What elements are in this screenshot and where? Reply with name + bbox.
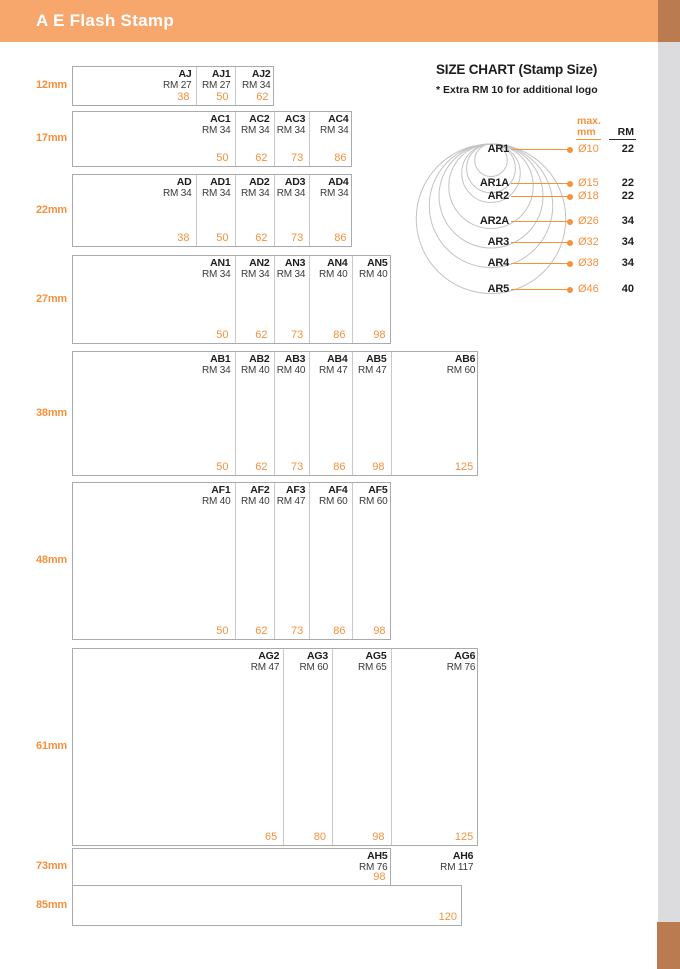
stamp-column: [236, 67, 275, 105]
stamp-width-label: 50: [216, 232, 229, 244]
stamp-width-label: 98: [372, 461, 385, 473]
stamp-column: [73, 256, 236, 343]
stamp-column: [310, 256, 352, 343]
leader-line: [511, 289, 568, 290]
stamp-model-price: RM 27: [202, 80, 231, 91]
page-title: A E Flash Stamp: [36, 11, 175, 30]
stamp-column: [275, 175, 311, 246]
stamp-model-price: RM 65: [358, 662, 387, 673]
stamp-model-price: RM 76: [446, 662, 476, 673]
stamp-width-label: 86: [334, 152, 347, 164]
size-chart-entry: [440, 236, 640, 250]
size-chart-entry: [440, 257, 640, 271]
stamp-width-label: 62: [256, 91, 269, 103]
stamp-column: [275, 352, 311, 475]
entry-code-label: AR2A: [479, 214, 509, 227]
stamp-model-code: AC4: [328, 113, 349, 125]
stamp-model-header: [300, 651, 328, 673]
stamp-width-label: 86: [333, 625, 346, 637]
stamp-model-price: RM 34: [202, 365, 231, 376]
stamp-model-price: RM 34: [276, 188, 306, 199]
stamp-model-header: [251, 651, 279, 673]
entry-code-label: AR5: [487, 282, 509, 295]
entry-code-label: AR1: [487, 143, 509, 155]
stamp-model-price: RM 40: [359, 269, 388, 280]
row-size-label: 61mm: [36, 740, 67, 752]
stamp-model-header: [447, 651, 475, 673]
row-size-label: 73mm: [36, 860, 67, 872]
entry-price-rm: 40: [621, 282, 634, 295]
stamp-model-code: AG6: [454, 650, 476, 662]
stamp-model-price: RM 34: [241, 125, 270, 136]
stamp-width-label: 50: [216, 329, 229, 341]
stamp-model-code: AB6: [454, 353, 476, 365]
stamp-column: [275, 483, 311, 639]
stamp-row-box: [72, 351, 478, 476]
entry-code-label: AR2: [487, 189, 509, 202]
corner-block-bottom-icon: [657, 922, 680, 969]
stamp-width-label: 62: [255, 152, 268, 164]
stamp-column: [197, 67, 236, 105]
entry-diameter: Ø10: [578, 143, 599, 155]
stamp-model-price: RM 34: [241, 269, 270, 280]
stamp-column: [73, 649, 284, 845]
stamp-column: [353, 256, 392, 343]
leader-dot-icon: [567, 240, 573, 246]
stamp-column: [73, 483, 236, 639]
stamp-model-header: [241, 114, 269, 136]
leader-dot-icon: [567, 194, 573, 200]
stamp-model-header: [202, 485, 230, 507]
entry-diameter: Ø26: [578, 214, 599, 227]
stamp-column: [392, 649, 480, 845]
stamp-model-price: RM 34: [202, 269, 231, 280]
stamp-model-code: AG3: [307, 650, 328, 662]
stamp-model-header: [320, 177, 348, 199]
entry-code-label: AR4: [487, 256, 509, 269]
leader-line: [511, 263, 568, 264]
stamp-row-box: [72, 66, 274, 106]
stamp-model-code: AG5: [365, 650, 387, 662]
stamp-width-label: 62: [255, 461, 268, 473]
stamp-model-price: RM 34: [276, 125, 306, 136]
stamp-model-code: AC2: [249, 113, 270, 125]
stamp-model-header: [202, 258, 230, 280]
mm-label: mm: [577, 126, 596, 138]
row-size-label: 22mm: [36, 203, 67, 216]
stamp-width-label: 80: [313, 831, 326, 843]
stamp-column: [275, 112, 311, 166]
stamp-model-header: [202, 354, 230, 376]
rm-column-header: RM: [617, 126, 634, 138]
entry-price-rm: 34: [621, 256, 634, 269]
stamp-model-price: RM 34: [202, 188, 231, 199]
stamp-model-code: AF4: [328, 484, 348, 496]
stamp-model-code: AN5: [367, 257, 388, 269]
entry-diameter: Ø32: [578, 235, 599, 248]
corner-block-top-icon: [658, 0, 680, 42]
stamp-model-price: RM 34: [241, 188, 270, 199]
stamp-model-header: [359, 258, 387, 280]
stamp-width-label: 50: [216, 625, 229, 637]
entry-code-label: AR3: [487, 235, 509, 248]
stamp-row-box: [72, 482, 391, 640]
stamp-column: [236, 483, 275, 639]
stamp-column: [197, 175, 236, 246]
stamp-model-code: AN2: [249, 257, 270, 269]
stamp-width-label: 73: [291, 152, 304, 164]
stamp-model-code: AD: [176, 176, 192, 188]
stamp-model-price: RM 60: [319, 496, 348, 507]
entry-price-rm: 34: [621, 214, 634, 227]
stamp-width-label: 50: [216, 461, 229, 473]
stamp-width-label: 73: [291, 461, 304, 473]
stamp-model-price: RM 34: [320, 188, 349, 199]
stamp-model-price: RM 47: [358, 365, 387, 376]
stamp-model-code: AG2: [258, 650, 280, 662]
stamp-column: [333, 649, 392, 845]
stamp-column: [236, 256, 275, 343]
stamp-row-box: [72, 848, 391, 886]
stamp-model-price: RM 47: [276, 496, 306, 507]
leader-line: [511, 149, 568, 150]
stamp-model-header: [242, 69, 270, 91]
stamp-width-label: 86: [333, 461, 346, 473]
stamp-width-label: 65: [265, 831, 278, 843]
entry-diameter: Ø46: [578, 282, 599, 295]
leader-line: [511, 221, 568, 222]
stamp-model-header: [320, 114, 348, 136]
stamp-width-label: 73: [291, 329, 304, 341]
stamp-width-label: 38: [177, 91, 190, 103]
stamp-width-label: 125: [454, 461, 474, 473]
stamp-model-code: AF1: [211, 484, 231, 496]
stamp-width-label: 86: [333, 329, 346, 341]
stamp-model-price: RM 34: [163, 188, 192, 199]
row-size-label: 48mm: [36, 554, 67, 566]
stamp-column: [73, 112, 236, 166]
stamp-model-header: [241, 258, 269, 280]
stamp-row-box: [72, 885, 462, 926]
row-size-label: 12mm: [36, 79, 67, 91]
stamp-model-price: RM 117: [440, 862, 474, 873]
stamp-model-header: [319, 485, 347, 507]
stamp-model-code: AJ2: [251, 68, 271, 80]
stamp-model-header: [163, 69, 191, 91]
stamp-model-header: [202, 177, 230, 199]
stamp-model-code: AD2: [249, 176, 270, 188]
stamp-model-header: [277, 177, 305, 199]
stamp-width-label: 98: [372, 831, 385, 843]
row-size-label: 38mm: [36, 406, 67, 419]
stamp-width-label: 86: [334, 232, 347, 244]
stamp-column: [310, 483, 352, 639]
stamp-model-price: RM 47: [250, 662, 280, 673]
stamp-column: [275, 256, 311, 343]
leader-dot-icon: [567, 261, 573, 267]
stamp-model-header: [358, 651, 386, 673]
stamp-model-price: RM 40: [319, 269, 348, 280]
stamp-model-price: RM 40: [202, 496, 231, 507]
stamp-model-header: [358, 354, 386, 376]
leader-line: [511, 183, 568, 184]
stamp-model-price: RM 34: [276, 269, 306, 280]
entry-price-rm: 34: [621, 235, 634, 248]
stamp-model-header: [241, 177, 269, 199]
stamp-column: [353, 352, 392, 475]
stamp-model-price: RM 60: [446, 365, 476, 376]
stamp-model-price: RM 40: [241, 496, 270, 507]
max-mm-column-header: [577, 116, 601, 138]
stamp-model-code: AD4: [328, 176, 349, 188]
stamp-model-price: RM 76: [359, 862, 388, 873]
stamp-model-code: AN4: [327, 257, 348, 269]
stamp-model-header: [359, 851, 387, 873]
stamp-model-code: AJ1: [211, 68, 231, 80]
stamp-model-code: AB2: [249, 353, 270, 365]
stamp-model-price: RM 60: [359, 496, 388, 507]
stamp-model-header: [277, 354, 305, 376]
stamp-model-header: [241, 485, 269, 507]
stamp-model-code: AF3: [286, 484, 306, 496]
stamp-width-label: 62: [255, 232, 268, 244]
stamp-column: [353, 483, 392, 639]
stamp-column: [236, 112, 275, 166]
stamp-model-code: AD1: [210, 176, 231, 188]
stamp-column: [310, 175, 352, 246]
stamp-model-header: [277, 258, 305, 280]
size-chart-entry: [440, 215, 640, 229]
stamp-model-price: RM 47: [319, 365, 348, 376]
stamp-model-code: AB5: [366, 353, 387, 365]
stamp-column: [73, 67, 197, 105]
stamp-column: [284, 649, 333, 845]
size-chart-entry: [440, 143, 640, 157]
entry-code-label: AR1A: [479, 177, 509, 189]
stamp-model-price: RM 34: [320, 125, 349, 136]
leader-dot-icon: [567, 181, 573, 187]
size-chart-note: * Extra RM 10 for additional logo: [436, 84, 598, 96]
stamp-model-header: [241, 354, 269, 376]
leader-dot-icon: [567, 147, 573, 153]
entry-diameter: Ø15: [578, 177, 599, 189]
stamp-row-box: [72, 648, 478, 846]
stamp-model-code: AC1: [210, 113, 231, 125]
entry-diameter: Ø38: [578, 256, 599, 269]
leader-dot-icon: [567, 219, 573, 225]
max-label: max.: [577, 115, 601, 127]
stamp-model-code: AB4: [327, 353, 348, 365]
stamp-model-price: RM 34: [242, 80, 271, 91]
stamp-width-label: 62: [255, 625, 268, 637]
stamp-column: [236, 175, 275, 246]
stamp-model-code: AB3: [284, 353, 306, 365]
stamp-model-header: [319, 354, 347, 376]
stamp-model-header: [277, 114, 305, 136]
stamp-column: [310, 352, 352, 475]
stamp-model-price: RM 27: [163, 80, 192, 91]
leader-line: [511, 196, 568, 197]
leader-line: [511, 242, 568, 243]
stamp-model-code: AH5: [367, 850, 388, 862]
stamp-column: [73, 886, 463, 925]
stamp-model-code: AC3: [284, 113, 306, 125]
stamp-model-price: RM 40: [276, 365, 306, 376]
stamp-model-header: [391, 851, 474, 873]
stamp-row-box: [72, 111, 352, 167]
stamp-column: [236, 352, 275, 475]
stamp-model-code: AN1: [210, 257, 231, 269]
stamp-width-label: 73: [291, 232, 304, 244]
stamp-width-label: 120: [438, 911, 457, 923]
stamp-column: [73, 352, 236, 475]
stamp-model-price: RM 40: [241, 365, 270, 376]
stamp-width-label: 50: [216, 152, 229, 164]
stamp-width-label: 98: [373, 871, 386, 883]
row-size-label: 85mm: [36, 898, 67, 911]
row-size-label: 17mm: [36, 132, 67, 144]
stamp-width-label: 73: [291, 625, 304, 637]
right-side-strip: [658, 42, 680, 922]
stamp-model-header: [447, 354, 475, 376]
stamp-row-box: [72, 255, 391, 344]
row-size-label: 27mm: [36, 292, 67, 305]
stamp-model-header: [319, 258, 347, 280]
stamp-width-label: 50: [216, 91, 229, 103]
size-chart-title: SIZE CHART (Stamp Size): [436, 62, 598, 77]
entry-price-rm: 22: [621, 177, 634, 189]
stamp-row-box: [72, 174, 352, 247]
entry-price-rm: 22: [621, 143, 634, 155]
stamp-model-code: AF2: [250, 484, 270, 496]
stamp-model-code: AF5: [368, 484, 388, 496]
stamp-model-price: RM 34: [202, 125, 231, 136]
stamp-model-code: AB1: [210, 353, 231, 365]
stamp-model-header: [202, 114, 230, 136]
entry-diameter: Ø18: [578, 189, 599, 202]
stamp-column: [73, 849, 392, 885]
leader-dot-icon: [567, 287, 573, 293]
stamp-column: [310, 112, 352, 166]
stamp-width-label: 62: [255, 329, 268, 341]
stamp-model-header: [163, 177, 191, 199]
stamp-column: [392, 352, 480, 475]
stamp-width-label: 38: [177, 232, 190, 244]
header-bar: [0, 0, 680, 42]
stamp-width-label: 98: [373, 329, 386, 341]
size-chart-entry: [440, 190, 640, 204]
stamp-model-code: AJ: [178, 68, 192, 80]
entry-price-rm: 22: [621, 189, 634, 202]
stamp-model-header: [202, 69, 230, 91]
stamp-width-label: 125: [454, 831, 474, 843]
rm-underline: [609, 139, 636, 140]
stamp-column: [73, 175, 197, 246]
stamp-model-header: [277, 485, 305, 507]
stamp-width-label: 98: [373, 625, 386, 637]
stamp-model-price: RM 60: [299, 662, 328, 673]
stamp-model-code: AH6: [452, 850, 474, 862]
stamp-model-code: AD3: [284, 176, 306, 188]
size-chart-entry: [440, 283, 640, 297]
stamp-model-code: AN3: [284, 257, 306, 269]
stamp-model-header: [359, 485, 387, 507]
